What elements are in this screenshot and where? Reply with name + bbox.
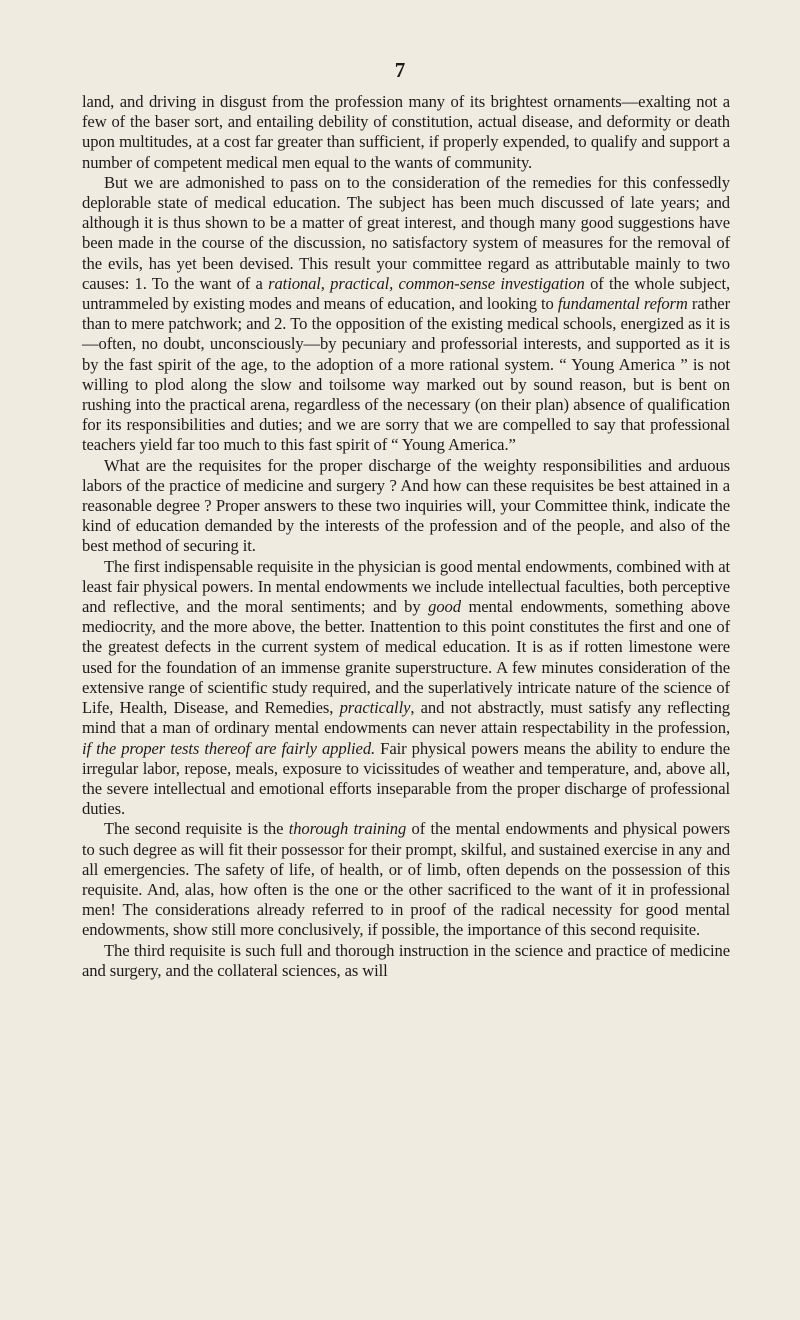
text-run: mental endowments, something above mediocrity, and the more above, the better. Inattention to this point constitutes the first and one of the greatest defects in the current system of medical education. It is as if rotten limestone were used for the foundation of an immense granite superstructure. A few minutes consideration of the extensive range of scientific study required, and the superlatively intricate nature of the science of Life, Health, Disease, and Remedies, bbox=[82, 597, 730, 718]
text-run: of the whole subject, untrammeled by existing modes and means of education, and looking to bbox=[82, 273, 731, 314]
text-run: land, and driving in disgust from the profession many of its brightest ornaments—exalting not a few of the baser sort, and entailing debility of constitution, actual disease, and deformity or death upon multitudes, at a cost far greater than sufficient, if properly expended, to qualify and support a number of competent medical men equal to the wants of community. bbox=[82, 92, 730, 172]
text-run: Fair physical powers means the ability to endure the irregular labor, repose, meals, exposure to vicissitudes of weather and temperature, and, above all, the severe intellectual and emotional efforts inseparable from the proper discharge of professional duties. bbox=[82, 738, 730, 819]
italic-text: practically bbox=[339, 698, 411, 718]
text-run: But we are admonished to pass on to the consideration of the remedies for this confessedly deplorable state of medical education. The subject has been much discussed of late years; and although it is thus shown to be a matter of great interest, and though many good suggestions have been made in the course of the discussion, no satisfactory system of measures for the removal of the evils, has yet been devised. This result your committee regard as attributable mainly to two causes: 1. To the want of a bbox=[82, 172, 730, 293]
body-text bbox=[82, 92, 730, 981]
text-run: The first indispensable requisite in the physician is good mental endowments, combined with at least fair physical powers. In mental endowments we include intellectual faculties, both perceptive and reflective, and the moral sentiments; and by bbox=[82, 556, 730, 617]
paragraph bbox=[82, 173, 730, 456]
italic-text: fundamental reform bbox=[557, 294, 688, 314]
paragraph bbox=[82, 92, 730, 173]
paragraph bbox=[82, 456, 730, 557]
text-run: The second requisite is the bbox=[104, 819, 289, 839]
italic-text: good bbox=[428, 597, 461, 617]
paragraph bbox=[82, 819, 730, 940]
text-run: , and not abstractly, must satisfy any reflecting mind that a man of ordinary mental endowments can never attain respectability in the profession, bbox=[82, 698, 730, 738]
text-run: rather than to mere patchwork; and 2. To the opposition of the existing medical schools, energized as it is—often, no doubt, unconsciously—by pecuniary and professorial interests, and supported as it is by the fast spirit of the age, to the adoption of a more rational system. “ Young America ” is not willing to plod along the slow and toilsome way marked out by sound reason, but is bent on rushing into the practical arena, regardless of the necessary (on their plan) absence of qualification for its responsibilities and duties; and we are sorry that we are compelled to say that professional teachers yield far too much to this fast spirit of “ Young America.” bbox=[82, 294, 730, 455]
text-run: of the mental endowments and physical powers to such degree as will fit their possessor for their prompt, skilful, and sustained exercise in any and all emergencies. The safety of life, of health, or of limb, often depends on the possession of this requisite. And, alas, how often is the one or the other sacrificed to the want of it in professional men! The considerations already referred to in proof of the radical necessity for good mental endowments, show still more conclusively, if possible, the importance of this second requisite. bbox=[82, 819, 730, 940]
text-run: The third requisite is such full and thorough instruction in the science and practice of medicine and surgery, and the collateral sciences, as will bbox=[82, 940, 730, 980]
italic-text: thorough training bbox=[288, 819, 407, 839]
italic-text: if the proper tests thereof are fairly applied. bbox=[82, 738, 376, 758]
italic-text: rational, practical, common-sense investigation bbox=[268, 273, 585, 293]
page-number: 7 bbox=[394, 58, 406, 82]
paragraph bbox=[82, 941, 730, 981]
paragraph bbox=[82, 557, 730, 820]
text-run: What are the requisites for the proper discharge of the weighty responsibilities and arduous labors of the practice of medicine and surgery ? And how can these requisites be best attained in a reasonable degree ? Proper answers to these two inquiries will, your Committee think, indicate the kind of education demanded by the interests of the profession and of the people, and also of the best method of securing it. bbox=[82, 455, 730, 556]
